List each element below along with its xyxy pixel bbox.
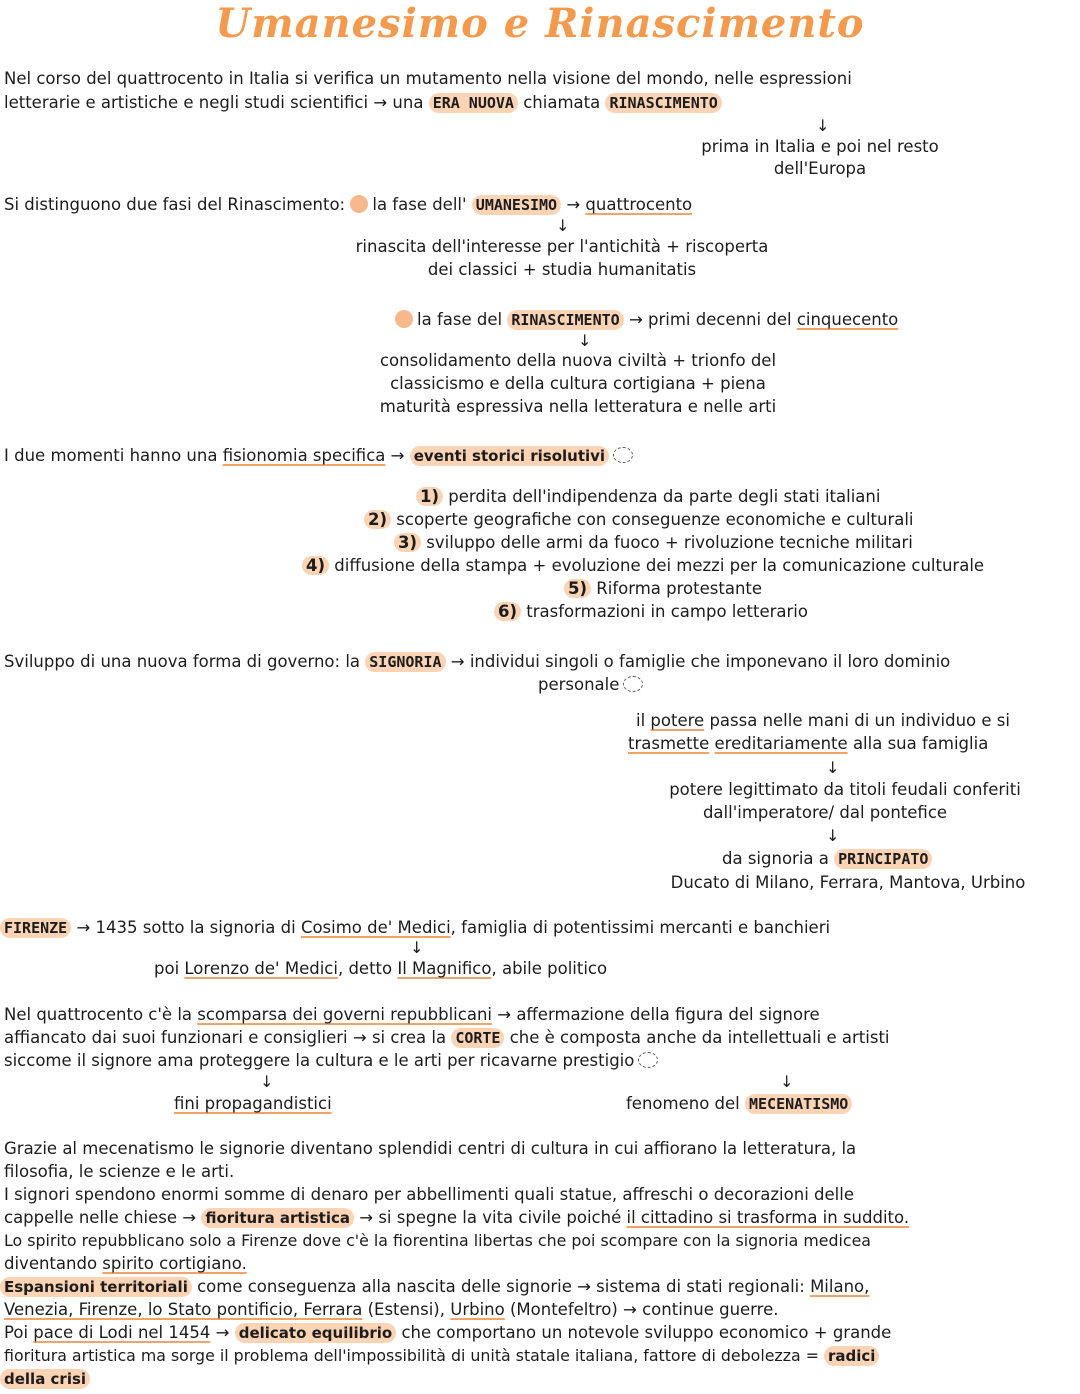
event-item-6 [494, 601, 808, 623]
down-arrow-icon: ↓ [826, 758, 840, 777]
s7-line9 [4, 1322, 891, 1344]
s2-f1-note1: rinascita dell'interesse per l'antichità + riscoperta [355, 237, 769, 256]
s4-p2 [628, 733, 988, 755]
s4-a: Sviluppo di una nuova forma di governo: la [4, 652, 361, 671]
swirl-arrow-icon [623, 676, 643, 692]
s1-note2: dell'Europa [773, 159, 867, 178]
era-nuova-highlight: ERA NUOVA [429, 93, 518, 113]
event-num: 6) [494, 602, 521, 621]
cinquecento-underline: cinquecento [796, 310, 899, 329]
magnifico-underline: Il Magnifico [397, 959, 492, 978]
s5-a: → 1435 sotto la signoria di [76, 918, 296, 937]
s6-l3: siccome il signore ama proteggere la cultura e le arti per ricavarne prestigio [4, 1051, 635, 1070]
eventi-highlight: eventi storici risolutivi [410, 446, 609, 466]
s6-l2a: affiancato dai suoi funzionari e consiglieri → si crea la [4, 1028, 447, 1047]
espansioni-highlight: Espansioni territoriali [0, 1277, 192, 1297]
event-text: scoperte geografiche con conseguenze economiche e culturali [396, 510, 914, 529]
s2-f1-arrow: → [566, 195, 581, 214]
event-text: Riforma protestante [596, 579, 763, 598]
crisi-highlight: della crisi [0, 1369, 90, 1389]
s7-l9a: Poi [4, 1323, 29, 1342]
lorenzo-underline: Lorenzo de' Medici [184, 959, 338, 978]
s5-d: poi [154, 959, 180, 978]
s3-intro [4, 445, 633, 467]
s2-f2-note3: maturità espressiva nella letteratura e nelle arti [379, 397, 777, 416]
bullet-dot-icon [350, 195, 368, 213]
urbino-underline: Urbino [450, 1300, 505, 1319]
fini-underline: fini propagandistici [174, 1094, 332, 1113]
down-arrow-icon: ↓ [780, 1072, 794, 1091]
s7-l10: fioritura artistica ma sorge il problema dell'impossibilità di unità statale italiana, fattore di debolezza = [4, 1346, 819, 1365]
event-num: 5) [564, 579, 591, 598]
s4-c: personale [538, 675, 620, 694]
rinascimento-phase-highlight: RINASCIMENTO [507, 310, 623, 330]
s2-f2-note2: classicismo e della cultura cortigiana + piena [390, 374, 766, 393]
corte-highlight: CORTE [451, 1028, 504, 1048]
s4-p4: dall'imperatore/ dal pontefice [702, 803, 948, 822]
s4-p1a: il [636, 711, 646, 730]
cosimo-underline: Cosimo de' Medici [300, 918, 451, 937]
rinascimento-highlight: RINASCIMENTO [605, 93, 721, 113]
firenze-highlight: FIRENZE [0, 918, 71, 938]
s7-line8 [4, 1299, 779, 1321]
s3-arrow: → [390, 446, 405, 465]
s5-f: , detto [337, 959, 393, 978]
s5-firenze [0, 917, 830, 939]
down-arrow-icon: ↓ [410, 938, 424, 957]
s7-line6 [4, 1253, 247, 1275]
s6-l1c: → affermazione della figura del signore [497, 1005, 820, 1024]
s6-l2b: che è composta anche da intellettuali e artisti [509, 1028, 890, 1047]
event-item-4 [302, 555, 984, 577]
down-arrow-icon: ↓ [816, 116, 830, 135]
s7-line11 [0, 1368, 90, 1390]
signoria-highlight: SIGNORIA [365, 652, 445, 672]
s7-line3: I signori spendono enormi somme di denaro per abbellimenti quali statue, affreschi o decorazioni delle [4, 1185, 854, 1204]
ereditariamente-underline: ereditariamente [714, 734, 848, 753]
swirl-arrow-icon [638, 1052, 658, 1068]
s7-line10 [4, 1345, 879, 1367]
s2-f2a: la fase del [417, 310, 503, 329]
event-item-5 [564, 578, 762, 600]
down-arrow-icon: ↓ [260, 1072, 274, 1091]
scomparsa-underline: scomparsa dei governi repubblicani [197, 1005, 492, 1024]
s2-f1-note2: dei classici + studia humanitatis [427, 260, 697, 279]
s7-l4b: → si spegne la vita civile poiché [359, 1208, 622, 1227]
s4-p5a: da signoria a [722, 849, 829, 868]
event-num: 1) [416, 487, 443, 506]
s7-line4 [4, 1207, 909, 1229]
s7-l8b: (Estensi), [367, 1300, 445, 1319]
radici-highlight: radici [824, 1346, 879, 1366]
event-item-3 [394, 532, 913, 554]
milano-underline: Milano, [810, 1277, 870, 1296]
s6-fini [174, 1093, 332, 1115]
s5-c: , famiglia di potentissimi mercanti e banchieri [450, 918, 831, 937]
swirl-arrow-icon [613, 447, 633, 463]
page-title: Umanesimo e Rinascimento [215, 0, 865, 47]
fisionomia-underline: fisionomia specifica [222, 446, 386, 465]
event-num: 3) [394, 533, 421, 552]
s4-p6: Ducato di Milano, Ferrara, Mantova, Urbino [670, 873, 1026, 892]
event-text: perdita dell'indipendenza da parte degli stati italiani [448, 487, 881, 506]
s4-p1c: passa nelle mani di un individuo e si [709, 711, 1010, 730]
s7-l4a: cappelle nelle chiese → [4, 1208, 197, 1227]
stati-underline: Venezia, Firenze, lo Stato pontificio, Ferrara [4, 1300, 363, 1319]
s6-l1a: Nel quattrocento c'è la [4, 1005, 193, 1024]
trasmette-underline: trasmette [628, 734, 710, 753]
s6-mecenatismo [626, 1093, 852, 1115]
s7-l9d: che comportano un notevole sviluppo economico + grande [401, 1323, 892, 1342]
s6-fen: fenomeno del [626, 1094, 740, 1113]
s6-line1 [4, 1004, 820, 1026]
equilibrio-highlight: delicato equilibrio [235, 1323, 397, 1343]
event-text: trasformazioni in campo letterario [526, 602, 808, 621]
s7-l6a: diventando [4, 1254, 98, 1273]
s7-line1: Grazie al mecenatismo le signorie diventano splendidi centri di cultura in cui affiorano la letteratura, la [4, 1139, 857, 1158]
s5-h: , abile politico [491, 959, 608, 978]
fioritura-highlight: fioritura artistica [201, 1208, 354, 1228]
down-arrow-icon: ↓ [556, 216, 570, 235]
s2-f2-note1: consolidamento della nuova civiltà + trionfo del [379, 351, 777, 370]
s2-phase1 [4, 194, 692, 216]
s7-line7 [0, 1276, 869, 1298]
event-text: sviluppo delle armi da fuoco + rivoluzione tecniche militari [426, 533, 913, 552]
s3-a: I due momenti hanno una [4, 446, 218, 465]
s7-line5: Lo spirito repubblicano solo a Firenze dove c'è la fiorentina libertas che poi scompare con la signoria medicea [4, 1231, 871, 1250]
s7-line2: filosofia, le scienze e le arti. [4, 1162, 235, 1181]
s4-intro [4, 651, 950, 673]
s4-p3: potere legittimato da titoli feudali conferiti [669, 780, 1021, 799]
quattrocento-underline: quattrocento [585, 195, 693, 214]
s4-personale [538, 674, 643, 696]
s1-chiamata: chiamata [523, 93, 601, 112]
s1-line2 [4, 92, 722, 114]
s6-line2 [4, 1027, 890, 1049]
event-item-2 [364, 509, 914, 531]
down-arrow-icon: ↓ [578, 331, 592, 350]
s2-phase2 [395, 309, 898, 331]
event-num: 4) [302, 556, 329, 575]
suddito-underline: il cittadino si trasforma in suddito. [626, 1208, 910, 1227]
s4-p2c: alla sua famiglia [852, 734, 989, 753]
s6-line3 [4, 1050, 658, 1072]
s4-b: → individui singoli o famiglie che imponevano il loro dominio [450, 652, 951, 671]
lodi-underline: pace di Lodi nel 1454 [33, 1323, 211, 1342]
s1-note1: prima in Italia e poi nel resto [701, 137, 939, 156]
s7-l8d: (Montefeltro) → continue guerre. [509, 1300, 779, 1319]
s2-f1a: la fase dell' [372, 195, 467, 214]
s7-l9c: → [215, 1323, 230, 1342]
s7-l7a: come conseguenza alla nascita delle signorie → sistema di stati regionali: [197, 1277, 805, 1296]
event-num: 2) [364, 510, 391, 529]
event-text: diffusione della stampa + evoluzione dei mezzi per la comunicazione culturale [334, 556, 985, 575]
s1-text: letterarie e artistiche e negli studi scientifici → una [4, 93, 424, 112]
s5-lorenzo [154, 958, 607, 980]
principato-highlight: PRINCIPATO [834, 849, 932, 869]
s2-intro: Si distinguono due fasi del Rinascimento: [4, 195, 346, 214]
s4-p1 [636, 710, 1010, 732]
potere-underline: potere [650, 711, 705, 730]
mecenatismo-highlight: MECENATISMO [745, 1094, 852, 1114]
s4-p5 [722, 848, 932, 870]
umanesimo-highlight: UMANESIMO [472, 195, 561, 215]
down-arrow-icon: ↓ [826, 826, 840, 845]
cortigiano-underline: spirito cortigiano. [102, 1254, 247, 1273]
bullet-dot-icon [395, 310, 413, 328]
event-item-1 [416, 486, 880, 508]
s2-f2b: → primi decenni del [628, 310, 792, 329]
s1-line1: Nel corso del quattrocento in Italia si verifica un mutamento nella visione del mondo, nelle espressioni [4, 69, 852, 88]
